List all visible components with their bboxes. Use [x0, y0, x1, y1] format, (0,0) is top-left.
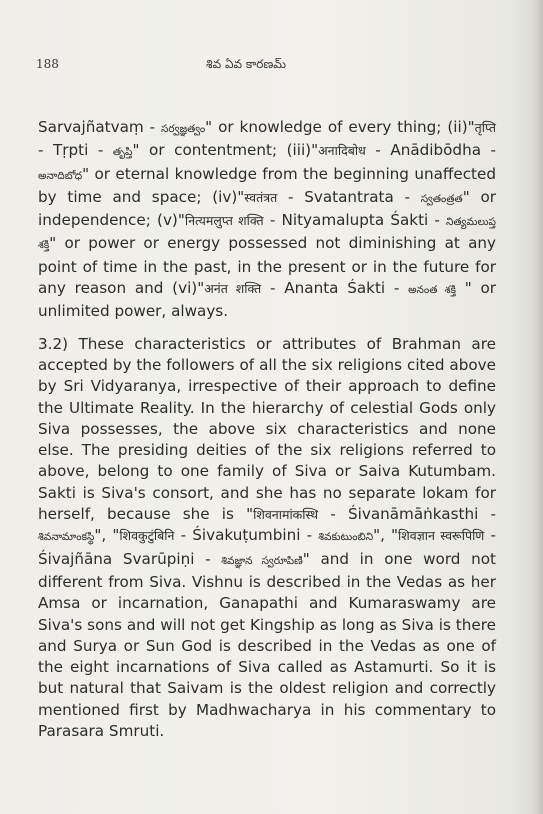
paragraph-brahman-attributes	[38, 334, 496, 743]
paragraph-attributes-list	[38, 117, 496, 323]
text-span: Sarvajñatvaṃ -	[38, 118, 162, 136]
page-header	[36, 55, 506, 79]
body-text	[38, 117, 496, 742]
devanagari-term: अनंत शक्ति	[204, 281, 262, 297]
running-title: శివ ఏవ కారణమ్	[206, 57, 286, 71]
text-span: 3.2) These characteristics or attributes of Brahman are accepted by the followers of all the six religions cited above by Sri Vidyaranya, irrespective of their approach to define the Ultimate Reality. In the hierarchy of celestial Gods only Siva possesses, the above six characteristics and none else. The presiding deities of the six religions referred to above, belong to one family of Siva or Saiva Kutumbam. Sakti is Siva's consort, and she has no separate lokam for herself, because she is "	[38, 334, 496, 524]
text-span: " or independence; (v)"	[38, 187, 496, 230]
telugu-term: అనాదిబోధ	[38, 169, 83, 182]
text-span: " or eternal knowledge from the beginning unaffected by time and space; (iv)"	[38, 164, 496, 206]
text-span: - Nityamalupta Śakti -	[263, 211, 447, 230]
telugu-term: శివకుటుంబిని	[318, 531, 374, 544]
text-span: " and in one word not different from Siva. Vishnu is described in the Vedas as her Amsa or incarnation, Ganapathi and Kumaraswamy are Siva's sons and will not get Kingship as long as Siva is there and Surya or Sun God is described in the Vedas as one of the eight incarnations of Siva called as Astamurti. So it is but natural that Saivam is the oldest religion and correctly mentioned first by Madhwacharya in his commentary to Parasara Smruti.	[38, 549, 496, 741]
text-span: - Śivajñāna Svarūpiṇi -	[38, 526, 496, 568]
page-spine-shadow	[533, 0, 543, 814]
page-number: 188	[36, 57, 59, 71]
telugu-term: తృప్తి	[112, 146, 133, 159]
telugu-term: స్వతంత్రత	[420, 192, 463, 205]
telugu-term: అనంత శక్తి	[408, 284, 456, 297]
text-span: - Śivanāmāṅkasthi -	[318, 505, 496, 524]
text-span: - Ananta Śakti -	[261, 279, 409, 298]
text-span: - Svatantrata -	[277, 187, 421, 206]
devanagari-term: शिवज्ञान स्वरूपिणि	[398, 528, 485, 544]
devanagari-term: अनादिबोध	[318, 143, 366, 159]
telugu-term: నిత్యమలుప్త శక్తి	[38, 216, 496, 252]
devanagari-term: नित्यमलुप्त शक्ति	[184, 213, 264, 229]
text-span: " or unlimited power, always.	[38, 279, 496, 321]
devanagari-term: शिवनामांकस्थि	[253, 507, 319, 523]
devanagari-term: तृप्ति	[474, 120, 496, 135]
text-span: ", "	[94, 526, 120, 545]
text-span: " or power or energy possessed not diminishing at any point of time in the past, in the present or in the future for any reason and (vi)"	[38, 234, 496, 298]
text-span: - Śivakuṭumbini -	[174, 526, 319, 545]
text-span: - Tṛpti -	[38, 141, 113, 160]
devanagari-term: शिवकुटुंबिनि	[119, 528, 175, 544]
text-span: " or knowledge of every thing; (ii)"	[205, 118, 475, 136]
text-span: ", "	[373, 526, 399, 545]
text-span: " or contentment; (iii)"	[132, 141, 319, 160]
telugu-term: శివనామాంకస్థి	[38, 531, 95, 544]
telugu-term: శివజ్ఞాన స్వరూపిణి	[221, 554, 303, 567]
telugu-term: సర్వజ్ఞత్వం	[161, 123, 206, 135]
text-span: - Anādibōdha -	[365, 141, 497, 160]
devanagari-term: स्वतंत्रत	[244, 189, 278, 205]
